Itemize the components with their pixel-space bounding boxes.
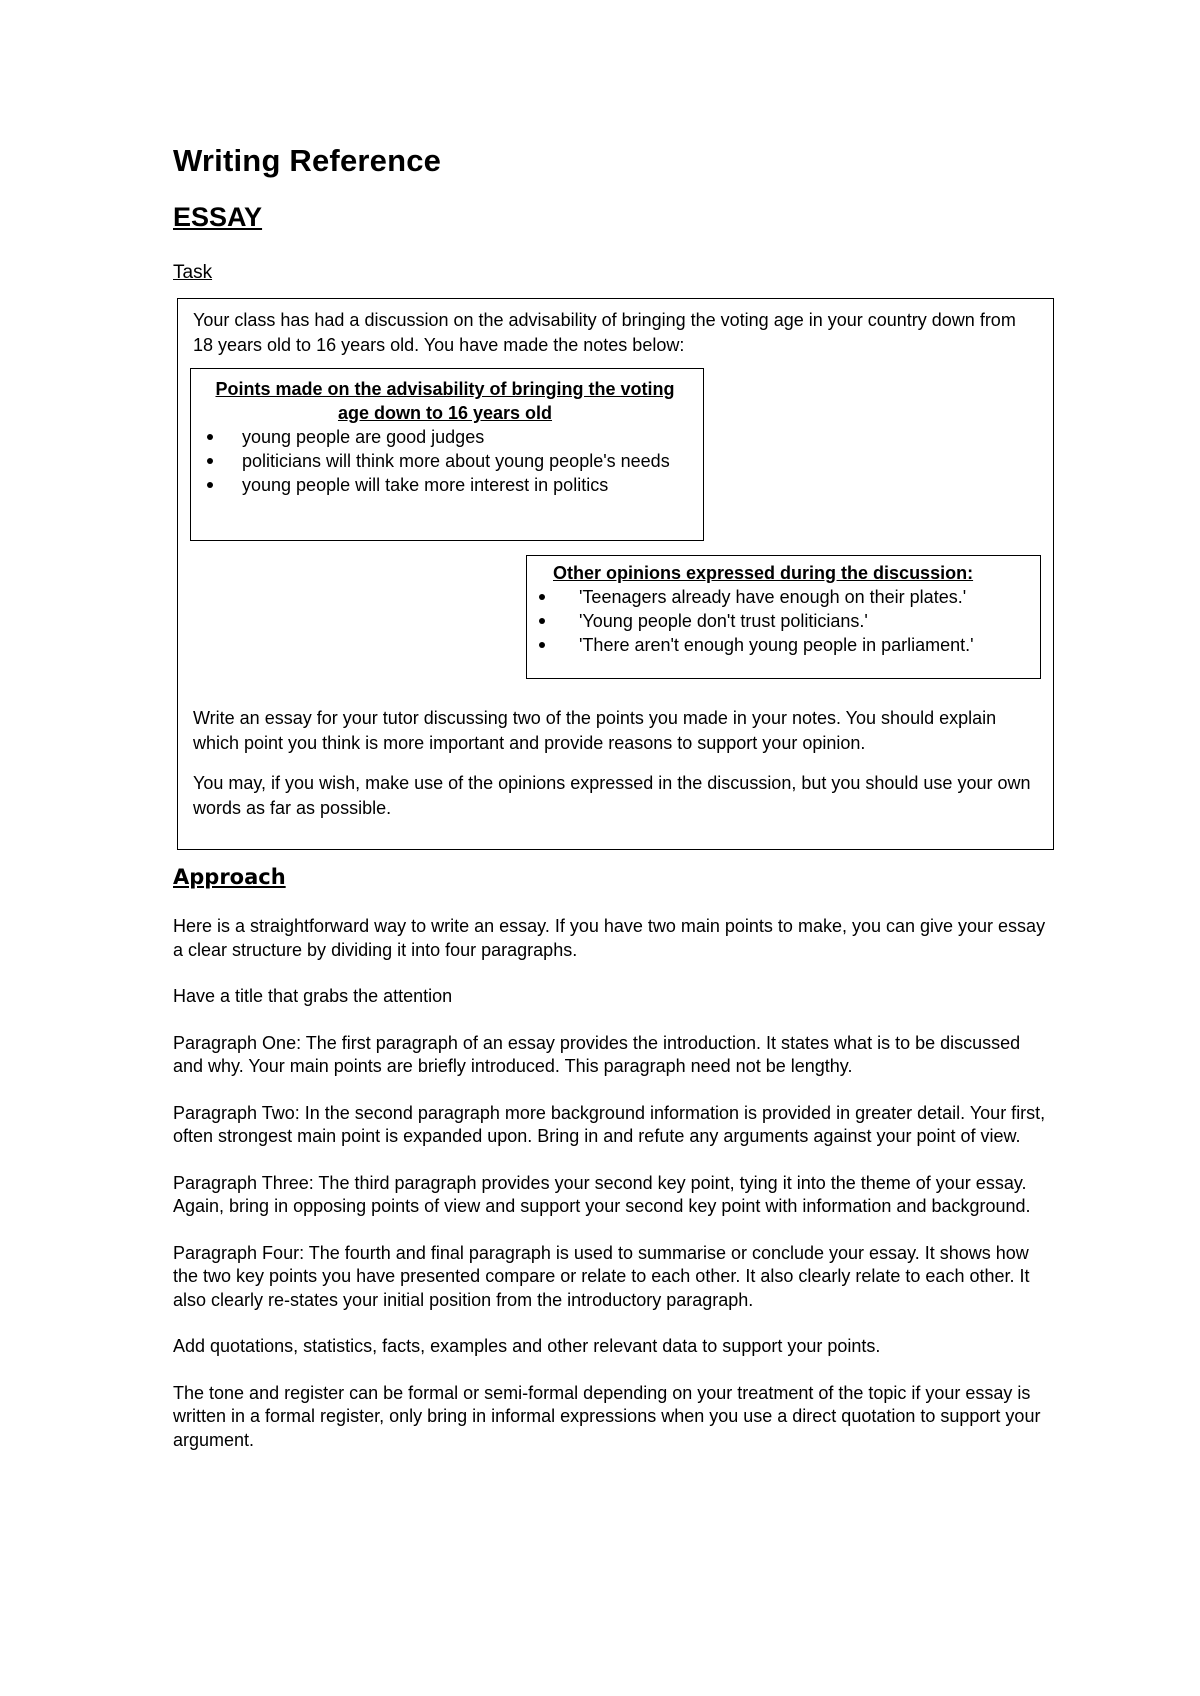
list-item: 'Teenagers already have enough on their plates.': [535, 585, 1032, 609]
list-item: young people will take more interest in politics: [203, 473, 687, 497]
task-instruction-1: Write an essay for your tutor discussing two of the points you made in your notes. You should explain which point you think is more important and provide reasons to support your opinion.: [193, 708, 997, 753]
approach-paragraph: Here is a straightforward way to write an essay. If you have two main points to make, you can give your essay a clear structure by dividing it into four paragraphs.: [173, 916, 1046, 960]
list-item: 'Young people don't trust politicians.': [535, 609, 1032, 633]
approach-body: [173, 915, 1053, 1475]
notes-title: Points made on the advisability of bringing the voting age down to 16 years old: [215, 379, 675, 423]
essay-heading: ESSAY: [173, 202, 263, 232]
approach-paragraph: Paragraph Two: In the second paragraph more background information is provided in greater detail. Your first, often strongest main point is expanded upon. Bring in and refute any arguments against your point of view.: [173, 1102, 1046, 1146]
opinions-box: [526, 555, 1041, 679]
notes-list: [203, 425, 687, 497]
notes-box: [190, 368, 704, 541]
approach-paragraph: Have a title that grabs the attention: [173, 986, 453, 1006]
opinions-title: Other opinions expressed during the discussion:: [553, 563, 974, 583]
page-title: Writing Reference: [173, 143, 442, 178]
task-label: Task: [173, 262, 213, 283]
approach-paragraph: Paragraph Three: The third paragraph provides your second key point, tying it into the theme of your essay. Again, bring in opposing points of view and support your second key point with information and background.: [173, 1172, 1031, 1216]
approach-heading: Approach: [173, 865, 286, 889]
approach-paragraph: The tone and register can be formal or semi-formal depending on your treatment of the topic if your essay is written in a formal register, only bring in informal expressions when you use a direct quotation to support your argument.: [173, 1382, 1041, 1450]
opinions-list: [535, 585, 1032, 657]
list-item: politicians will think more about young people's needs: [203, 449, 687, 473]
list-item: young people are good judges: [203, 425, 687, 449]
list-item: 'There aren't enough young people in parliament.': [535, 633, 1032, 657]
task-instruction-2: You may, if you wish, make use of the opinions expressed in the discussion, but you should use your own words as far as possible.: [193, 773, 1031, 818]
approach-paragraph: Paragraph One: The first paragraph of an essay provides the introduction. It states what is to be discussed and why. Your main points are briefly introduced. This paragraph need not be lengthy.: [173, 1032, 1021, 1076]
approach-paragraph: Paragraph Four: The fourth and final paragraph is used to summarise or conclude your essay. It shows how the two key points you have presented compare or relate to each other. It also clearly relate to each other. It also clearly re-states your initial position from the introductory paragraph.: [173, 1242, 1030, 1310]
approach-paragraph: Add quotations, statistics, facts, examples and other relevant data to support your points.: [173, 1336, 881, 1356]
task-intro: Your class has had a discussion on the advisability of bringing the voting age in your country down from 18 years old to 16 years old. You have made the notes below:: [193, 310, 1016, 355]
